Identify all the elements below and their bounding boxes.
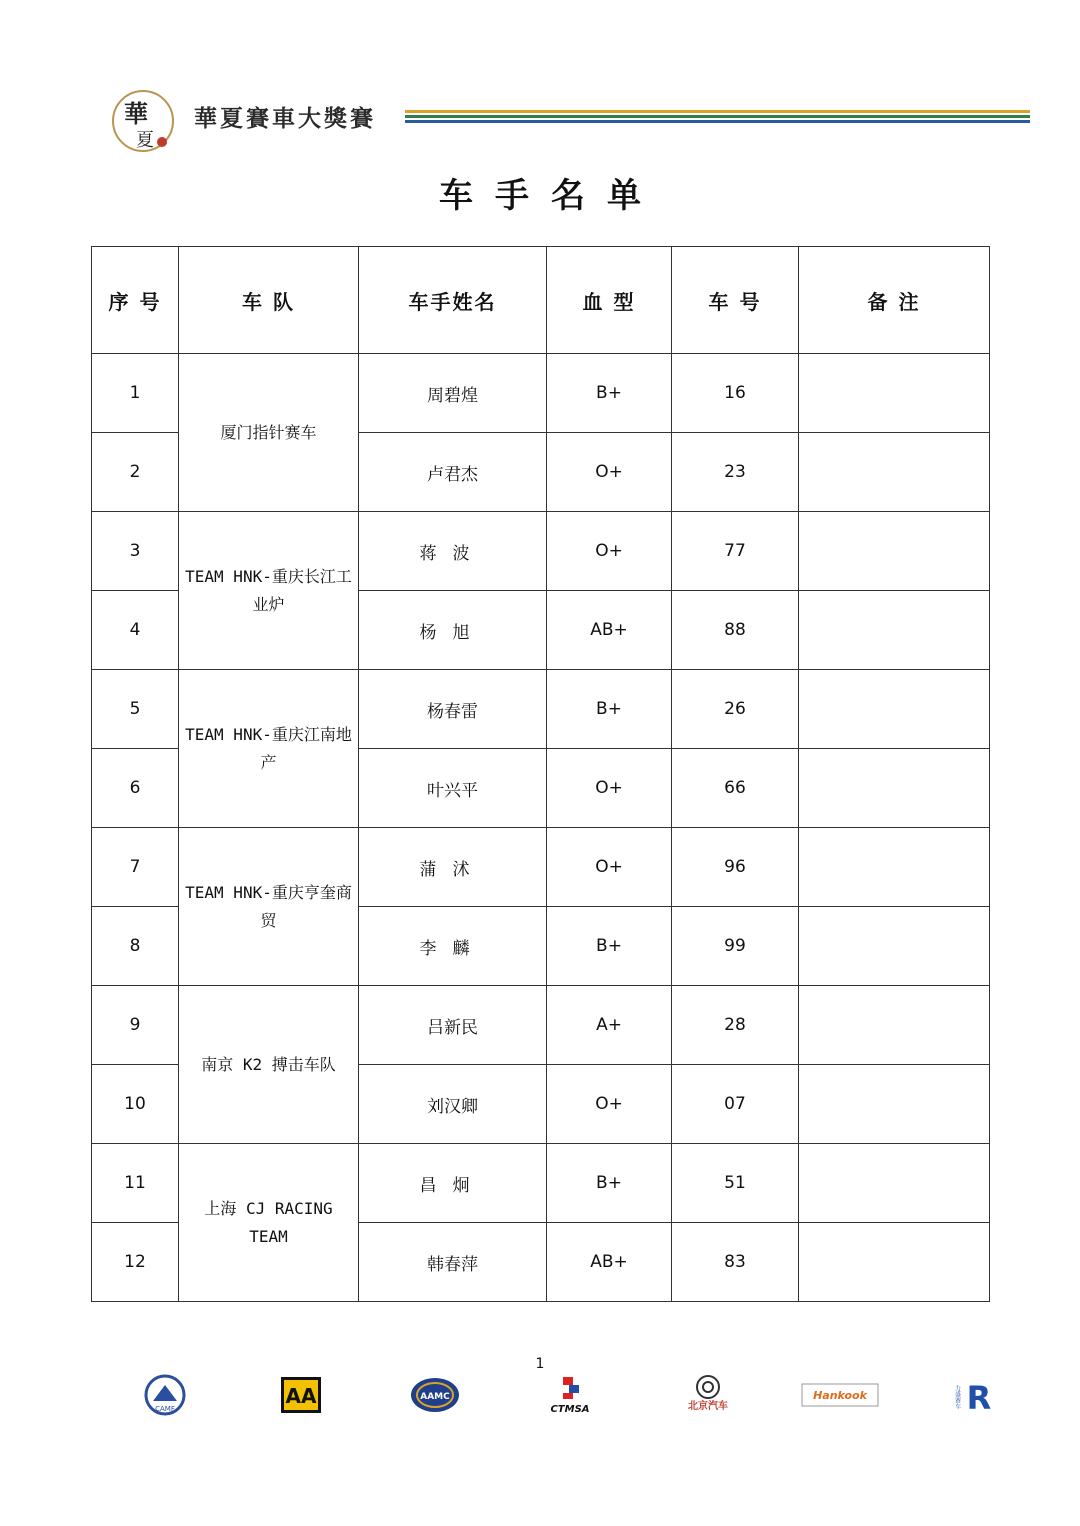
driver-name: 刘汉卿	[359, 1065, 547, 1144]
row-number: 6	[92, 749, 179, 828]
driver-name: 卢君杰	[359, 433, 547, 512]
page-header	[110, 88, 1040, 158]
table-row	[92, 512, 990, 591]
col-header-blood: 血 型	[547, 247, 672, 354]
lisheng-label: 力盛赛车	[953, 1385, 961, 1409]
document-title: 车手名单	[439, 176, 663, 216]
blood-type: O+	[547, 433, 672, 512]
table-header-row	[92, 247, 990, 354]
driver-name: 周碧煌	[359, 354, 547, 433]
col-header-note: 备 注	[799, 247, 990, 354]
note	[799, 1223, 990, 1302]
driver-name: 吕新民	[359, 986, 547, 1065]
baic-label: 北京汽车	[688, 1401, 728, 1412]
car-number: 83	[672, 1223, 799, 1302]
blood-type: O+	[547, 1065, 672, 1144]
note	[799, 1065, 990, 1144]
col-header-car: 车 号	[672, 247, 799, 354]
team-name: TEAM HNK-重庆亨奎商贸	[179, 828, 359, 986]
note	[799, 670, 990, 749]
note	[799, 591, 990, 670]
table-row	[92, 828, 990, 907]
team-name: 厦门指针赛车	[179, 354, 359, 512]
brand-title: 華夏賽車大獎賽	[194, 105, 376, 132]
aa-logo	[278, 1372, 324, 1418]
camf-label: CAMF	[155, 1405, 175, 1413]
hankook-logo	[800, 1372, 880, 1418]
table-row	[92, 986, 990, 1065]
hankook-label: Hankook	[813, 1389, 867, 1402]
row-number: 2	[92, 433, 179, 512]
row-number: 3	[92, 512, 179, 591]
svg-text:夏: 夏	[136, 130, 154, 151]
note	[799, 354, 990, 433]
team-name: TEAM HNK-重庆长江工业炉	[179, 512, 359, 670]
col-header-team: 车 队	[179, 247, 359, 354]
blood-type: B+	[547, 670, 672, 749]
camf-logo	[140, 1372, 190, 1418]
baic-logo	[678, 1372, 738, 1418]
svg-text:華: 華	[124, 99, 148, 128]
table-row	[92, 670, 990, 749]
note	[799, 1144, 990, 1223]
driver-name: 杨春雷	[359, 670, 547, 749]
aamc-label: AAMC	[420, 1392, 450, 1402]
col-header-driver: 车手姓名	[359, 247, 547, 354]
blood-type: O+	[547, 828, 672, 907]
blood-type: AB+	[547, 591, 672, 670]
row-number: 5	[92, 670, 179, 749]
driver-name: 蒲沭	[359, 828, 547, 907]
header-stripes	[405, 110, 1030, 128]
driver-roster-table	[91, 246, 990, 1302]
aamc-logo	[408, 1372, 462, 1418]
note	[799, 828, 990, 907]
blood-type: A+	[547, 986, 672, 1065]
blood-type: B+	[547, 907, 672, 986]
car-number: 07	[672, 1065, 799, 1144]
driver-name: 李麟	[359, 907, 547, 986]
car-number: 99	[672, 907, 799, 986]
blood-type: B+	[547, 354, 672, 433]
sponsor-footer	[140, 1372, 1010, 1420]
car-number: 28	[672, 986, 799, 1065]
blood-type: O+	[547, 512, 672, 591]
blood-type: O+	[547, 749, 672, 828]
note	[799, 986, 990, 1065]
driver-name: 韩春萍	[359, 1223, 547, 1302]
driver-name: 杨旭	[359, 591, 547, 670]
note	[799, 433, 990, 512]
page-number: 1	[535, 1356, 545, 1372]
blood-type: B+	[547, 1144, 672, 1223]
car-number: 16	[672, 354, 799, 433]
huaxia-seal-logo	[110, 88, 176, 154]
col-header-no: 序 号	[92, 247, 179, 354]
row-number: 7	[92, 828, 179, 907]
driver-name: 叶兴平	[359, 749, 547, 828]
row-number: 8	[92, 907, 179, 986]
car-number: 77	[672, 512, 799, 591]
car-number: 51	[672, 1144, 799, 1223]
note	[799, 907, 990, 986]
car-number: 88	[672, 591, 799, 670]
row-number: 12	[92, 1223, 179, 1302]
ctmsa-label: CTMSA	[550, 1404, 590, 1415]
row-number: 4	[92, 591, 179, 670]
car-number: 23	[672, 433, 799, 512]
table-row	[92, 1144, 990, 1223]
row-number: 1	[92, 354, 179, 433]
car-number: 66	[672, 749, 799, 828]
team-name: TEAM HNK-重庆江南地产	[179, 670, 359, 828]
note	[799, 749, 990, 828]
driver-name: 昌炯	[359, 1144, 547, 1223]
svg-text:R: R	[966, 1379, 992, 1415]
lisheng-logo	[950, 1372, 998, 1418]
blood-type: AB+	[547, 1223, 672, 1302]
aa-label: AA	[285, 1384, 317, 1408]
row-number: 11	[92, 1144, 179, 1223]
driver-name: 蒋波	[359, 512, 547, 591]
car-number: 26	[672, 670, 799, 749]
row-number: 10	[92, 1065, 179, 1144]
row-number: 9	[92, 986, 179, 1065]
note	[799, 512, 990, 591]
car-number: 96	[672, 828, 799, 907]
ctmsa-logo	[540, 1372, 600, 1418]
table-row	[92, 354, 990, 433]
team-name: 上海 CJ RACING TEAM	[179, 1144, 359, 1302]
team-name: 南京 K2 搏击车队	[179, 986, 359, 1144]
